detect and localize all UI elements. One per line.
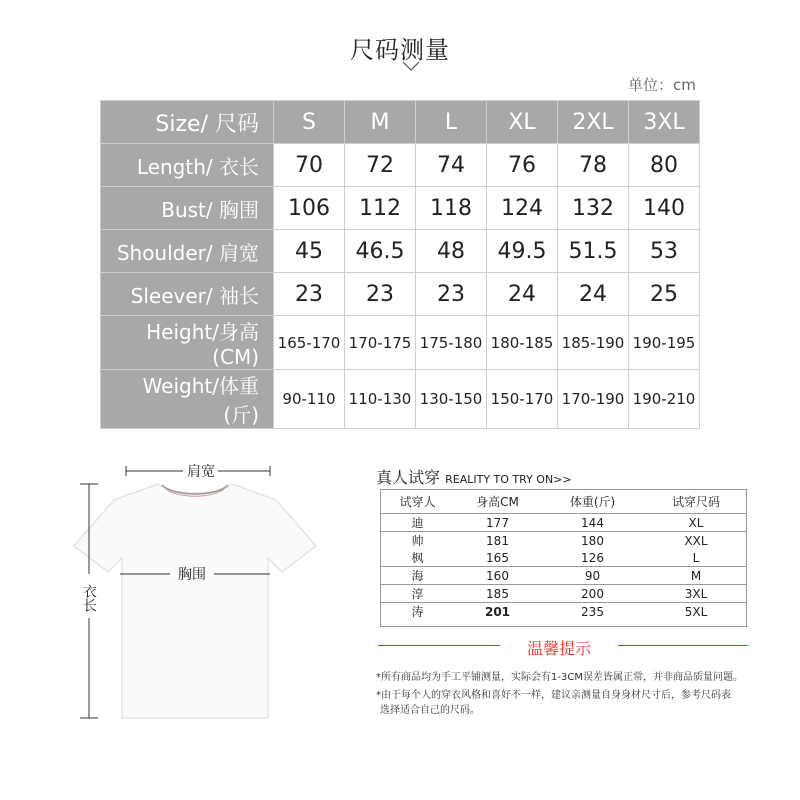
cell-height: 177 [455,514,540,532]
cell-size: XXL [684,533,708,548]
size-col-header: XL [487,101,558,144]
table-cell: 78 [558,144,629,187]
cell-height: 160 [455,567,540,585]
size-col-header: 2XL [558,101,629,144]
cell-size: XL [645,514,747,532]
table-cell: 140 [629,187,700,230]
length-label: 衣长 [81,584,97,612]
table-cell: 80 [629,144,700,187]
size-table [100,100,700,429]
table-cell: 46.5 [345,230,416,273]
table-cell: 165-170 [274,316,345,370]
table-row [101,370,700,429]
table-cell: 180-185 [487,316,558,370]
table-row [101,316,700,370]
unit-label: 单位：cm [628,76,696,94]
real-try-table [380,489,747,620]
table-cell: 170-175 [345,316,416,370]
table-cell: 185-190 [558,316,629,370]
table-cell: 72 [345,144,416,187]
table-cell: 70 [274,144,345,187]
divider [378,645,500,646]
table-cell: 112 [345,187,416,230]
table-cell: 25 [629,273,700,316]
col-header: 体重(斤) [540,489,645,514]
cell-size: L [645,549,747,567]
table-row [101,144,700,187]
table-cell: 53 [629,230,700,273]
table-row [101,273,700,316]
real-try-subtitle: REALITY TO TRY ON>> [445,473,572,486]
table-row [380,514,747,532]
size-col-header: S [274,101,345,144]
cell-name: 海 [380,567,455,585]
table-cell: 170-190 [558,370,629,429]
table-cell: 132 [558,187,629,230]
table-cell: 110-130 [345,370,416,429]
page-title: 尺码测量 [350,36,450,64]
row-label: Weight/体重 (斤) [101,370,274,429]
table-cell: 118 [416,187,487,230]
cell-height: 201 [484,604,511,619]
size-header-label: Size/ 尺码 [101,101,274,144]
divider [618,645,748,646]
note-3: 选择适合自己的尺码。 [380,705,480,716]
table-cell: 49.5 [487,230,558,273]
real-try-header-row [380,489,747,514]
cell-name: 迪 [380,514,455,532]
table-cell: 124 [487,187,558,230]
table-cell: 130-150 [416,370,487,429]
chest-label: 胸围 [178,567,206,583]
table-row [380,549,747,567]
cell-name: 帅 [411,534,424,548]
cell-height: 185 [455,585,540,603]
cell-weight: 235 [581,604,604,619]
shoulder-label: 肩宽 [187,464,215,480]
chevron-down-icon [402,60,420,72]
size-col-header: 3XL [629,101,700,144]
real-try-title-cn: 真人试穿 [376,468,441,487]
table-cell: 48 [416,230,487,273]
size-col-header: L [416,101,487,144]
cell-height: 181 [486,533,509,548]
col-header: 身高CM [455,489,540,514]
cell-weight: 126 [540,549,645,567]
row-label: Shoulder/ 肩宽 [101,230,274,273]
table-cell: 76 [487,144,558,187]
size-header-row [101,101,700,144]
table-cell: 190-195 [629,316,700,370]
row-label: Height/身高(CM) [101,316,274,370]
table-row [101,187,700,230]
table-cell: 24 [558,273,629,316]
cell-name: 枫 [380,549,455,567]
table-row [380,585,747,603]
row-label: Bust/ 胸围 [101,187,274,230]
table-cell: 190-210 [629,370,700,429]
size-col-header: M [345,101,416,144]
cell-size: M [645,567,747,585]
real-try-title [376,465,572,488]
table-cell: 23 [274,273,345,316]
row-label: Sleever/ 袖长 [101,273,274,316]
table-cell: 106 [274,187,345,230]
row-label: Length/ 衣长 [101,144,274,187]
table-row [101,230,700,273]
note-1: *所有商品均为手工平铺测量，实际会有1-3CM误差皆属正常，并非商品质量问题。 [376,672,743,683]
table-cell: 24 [487,273,558,316]
cell-weight: 200 [540,585,645,603]
cell-height: 165 [455,549,540,567]
table-row [380,532,747,550]
warm-tip-heading: 温馨提示 [526,639,591,658]
table-cell: 175-180 [416,316,487,370]
col-header: 试穿尺码 [645,489,747,514]
table-row [380,567,747,585]
cell-name: 涛 [411,605,424,619]
cell-size: 5XL [684,604,708,619]
cell-weight: 144 [540,514,645,532]
cell-size: 3XL [645,585,747,603]
table-cell: 23 [345,273,416,316]
table-cell: 90-110 [274,370,345,429]
cell-weight: 180 [581,533,604,548]
table-cell: 45 [274,230,345,273]
cell-name: 淳 [380,585,455,603]
tshirt-diagram [70,448,340,728]
table-cell: 74 [416,144,487,187]
table-cell: 51.5 [558,230,629,273]
note-2: *由于每个人的穿衣风格和喜好不一样，建议亲测量自身身材尺寸后，参考尺码表 [376,690,731,701]
table-cell: 150-170 [487,370,558,429]
tshirt-icon [74,484,316,718]
col-header: 试穿人 [380,489,455,514]
table-row [380,603,747,621]
table-cell: 23 [416,273,487,316]
cell-weight: 90 [540,567,645,585]
